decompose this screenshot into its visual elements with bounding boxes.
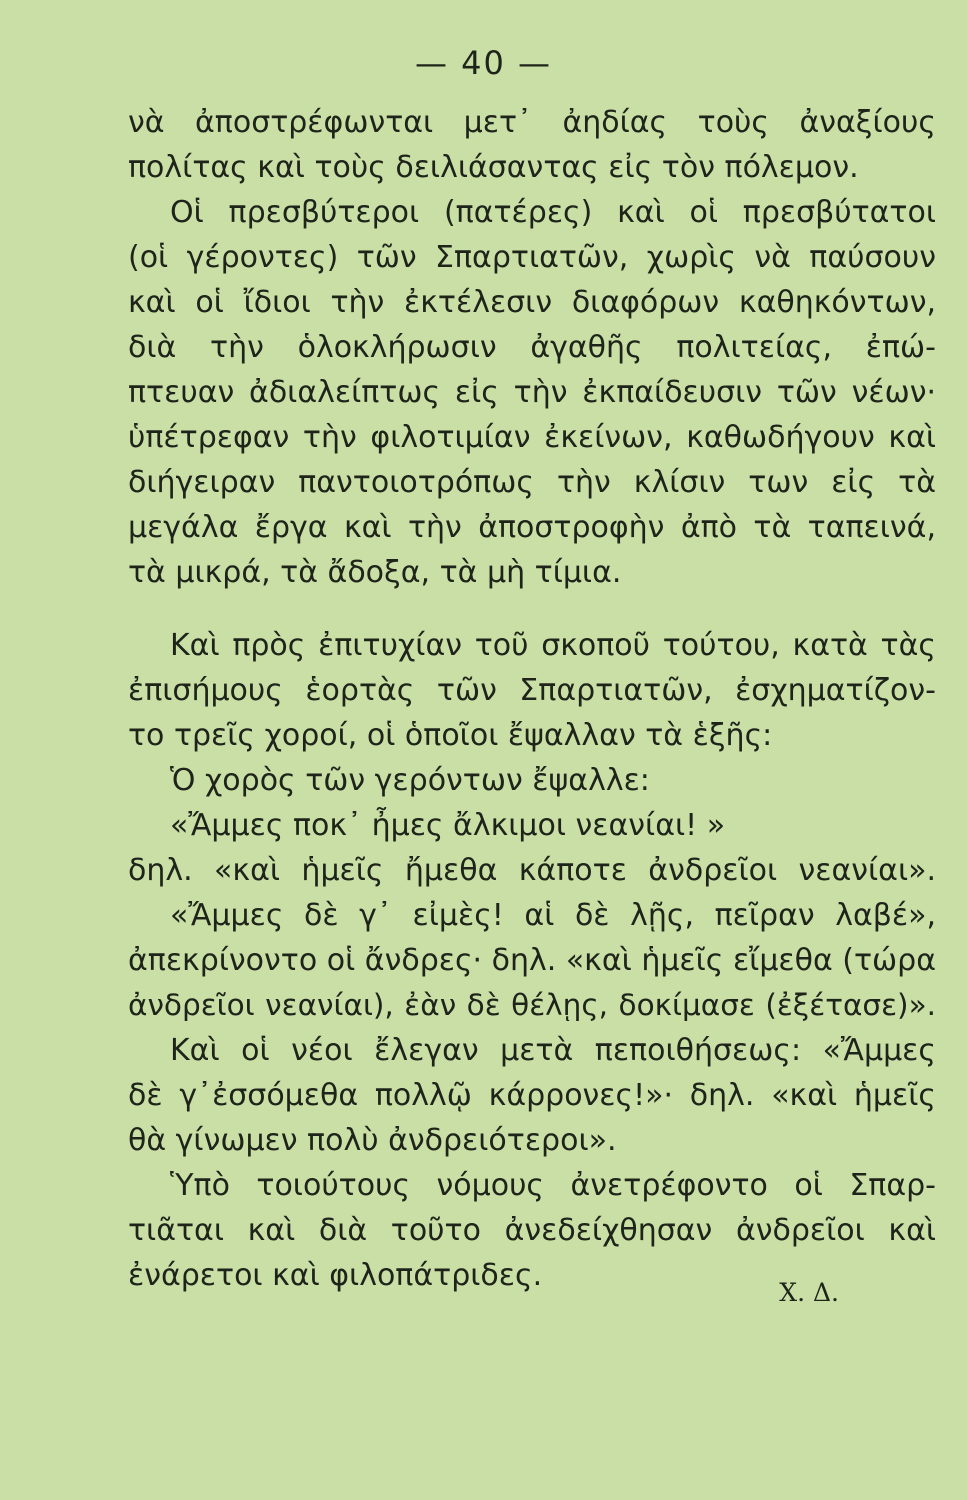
- paragraph: [128, 623, 936, 758]
- text-line: διήγειραν παντοιοτρόπως τὴν κλίσιν των εἰς τὰ: [128, 465, 936, 500]
- text-line: ἐπισήμους ἑορτὰς τῶν Σπαρτιατῶν, ἐσχηματίζον-: [128, 673, 936, 708]
- text-line: ἐνάρετοι καὶ φιλοπάτριδες.: [128, 1258, 543, 1293]
- text-line: τιᾶται καὶ διὰ τοῦτο ἀνεδείχθησαν ἀνδρεῖοι καὶ: [128, 1213, 936, 1248]
- paragraph: [128, 1028, 936, 1163]
- text-line: ἀπεκρίνοντο οἱ ἄνδρες· δηλ. «καὶ ἡμεῖς εἴμεθα (τώρα: [128, 943, 936, 978]
- text-line: νὰ ἀποστρέφωνται μετ᾽ ἀηδίας τοὺς ἀναξίους: [128, 105, 936, 140]
- text-line: τὰ μικρά, τὰ ἄδοξα, τὰ μὴ τίμια.: [128, 555, 622, 590]
- text-line: Ὁ χορὸς τῶν γερόντων ἔψαλλε:: [170, 763, 650, 798]
- paragraph: [128, 190, 936, 595]
- body-text: [128, 100, 936, 1298]
- text-line: (οἱ γέροντες) τῶν Σπαρτιατῶν, χωρὶς νὰ παύσουν: [128, 240, 936, 275]
- paragraph: [128, 803, 936, 893]
- text-line: καὶ οἱ ἴδιοι τὴν ἐκτέλεσιν διαφόρων καθηκόντων,: [128, 285, 936, 320]
- paragraph: [128, 893, 936, 1028]
- page-number: — 40 —: [414, 44, 553, 82]
- text-line: πολίτας καὶ τοὺς δειλιάσαντας εἰς τὸν πόλεμον.: [128, 150, 859, 185]
- text-line: «Ἄμμες δὲ γ᾽ εἰμὲς! αἱ δὲ λῇς, πεῖραν λαβέ»,: [170, 898, 936, 933]
- paragraph: [128, 758, 936, 803]
- text-line: ὑπέτρεφαν τὴν φιλοτιμίαν ἐκείνων, καθωδήγουν καὶ: [128, 420, 936, 455]
- text-line: ἀνδρεῖοι νεανίαι), ἐὰν δὲ θέλῃς, δοκίμασε (ἐξέτασε)».: [128, 988, 936, 1022]
- paragraph: [128, 100, 936, 190]
- text-line: Ὑπὸ τοιούτους νόμους ἀνετρέφοντο οἱ Σπαρ-: [170, 1168, 936, 1203]
- text-line: Καὶ οἱ νέοι ἔλεγαν μετὰ πεποιθήσεως: «Ἄμμες: [170, 1033, 936, 1068]
- text-line: «Ἄμμες ποκ᾽ ἦμες ἄλκιμοι νεανίαι! »: [170, 808, 726, 843]
- text-line: διὰ τὴν ὁλοκλήρωσιν ἀγαθῆς πολιτείας, ἐπώ-: [128, 330, 936, 365]
- text-line: πτευαν ἀδιαλείπτως εἰς τὴν ἐκπαίδευσιν τῶν νέων·: [128, 375, 936, 410]
- text-line: Καὶ πρὸς ἐπιτυχίαν τοῦ σκοποῦ τούτου, κατὰ τὰς: [170, 628, 936, 663]
- text-line: δηλ. «καὶ ἡμεῖς ἤμεθα κάποτε ἀνδρεῖοι νεανίαι».: [128, 853, 936, 888]
- text-line: το τρεῖς χοροί, οἱ ὁποῖοι ἔψαλλαν τὰ ἑξῆς:: [128, 718, 773, 753]
- text-line: θὰ γίνωμεν πολὺ ἀνδρειότεροι».: [128, 1123, 617, 1158]
- text-line: Οἱ πρεσβύτεροι (πατέρες) καὶ οἱ πρεσβύτατοι: [170, 195, 936, 230]
- author-signature: Χ. Δ.: [779, 1278, 839, 1307]
- paragraph-gap: [128, 595, 936, 623]
- text-line: μεγάλα ἔργα καὶ τὴν ἀποστροφὴν ἀπὸ τὰ ταπεινά,: [128, 510, 936, 545]
- text-line: δὲ γ᾽ἐσσόμεθα πολλῷ κάρρονες!»· δηλ. «καὶ ἡμεῖς: [128, 1078, 936, 1113]
